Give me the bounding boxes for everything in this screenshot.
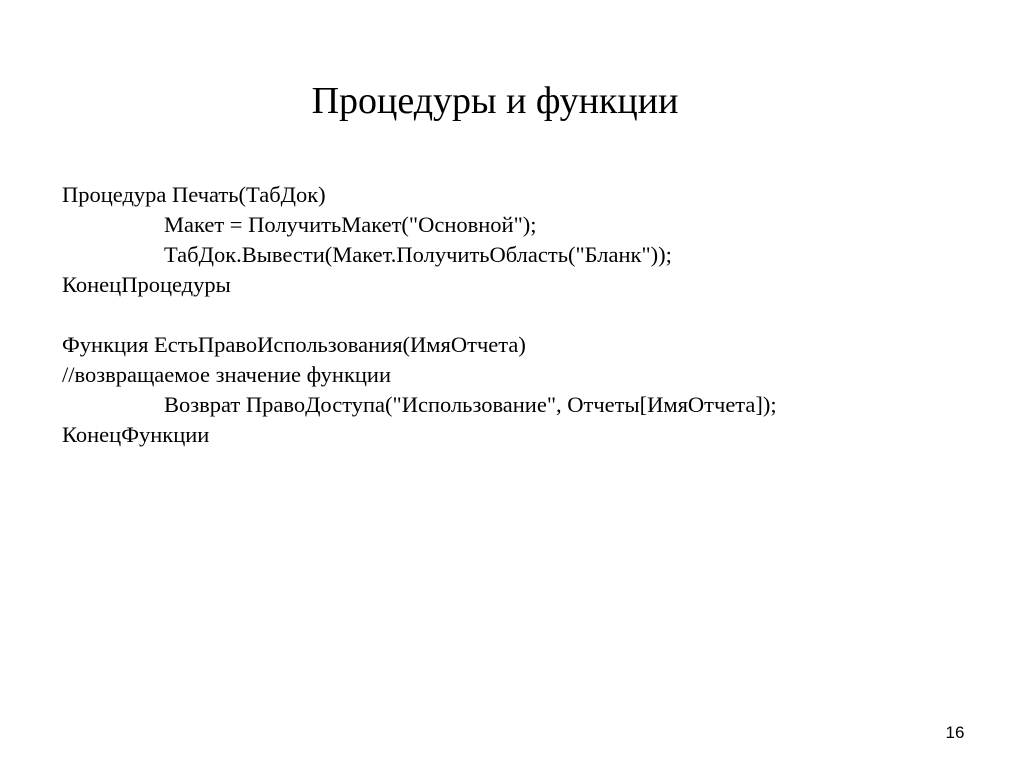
blank-line <box>62 300 982 330</box>
procedure-header: Процедура Печать(ТабДок) <box>62 182 326 207</box>
code-listing <box>62 180 982 450</box>
page-number: 16 <box>945 723 965 742</box>
function-header: Функция ЕстьПравоИспользования(ИмяОтчета) <box>62 332 526 357</box>
function-body-line: Возврат ПравоДоступа("Использование", Отчеты[ИмяОтчета]); <box>164 392 777 417</box>
function-comment: //возвращаемое значение функции <box>62 362 392 387</box>
procedure-body-line: Макет = ПолучитьМакет("Основной"); <box>164 212 537 237</box>
function-footer: КонецФункции <box>62 422 210 447</box>
procedure-body-line: ТабДок.Вывести(Макет.ПолучитьОбласть("Бланк")); <box>164 242 672 267</box>
slide-title: Процедуры и функции <box>311 80 679 122</box>
procedure-footer: КонецПроцедуры <box>62 272 231 297</box>
